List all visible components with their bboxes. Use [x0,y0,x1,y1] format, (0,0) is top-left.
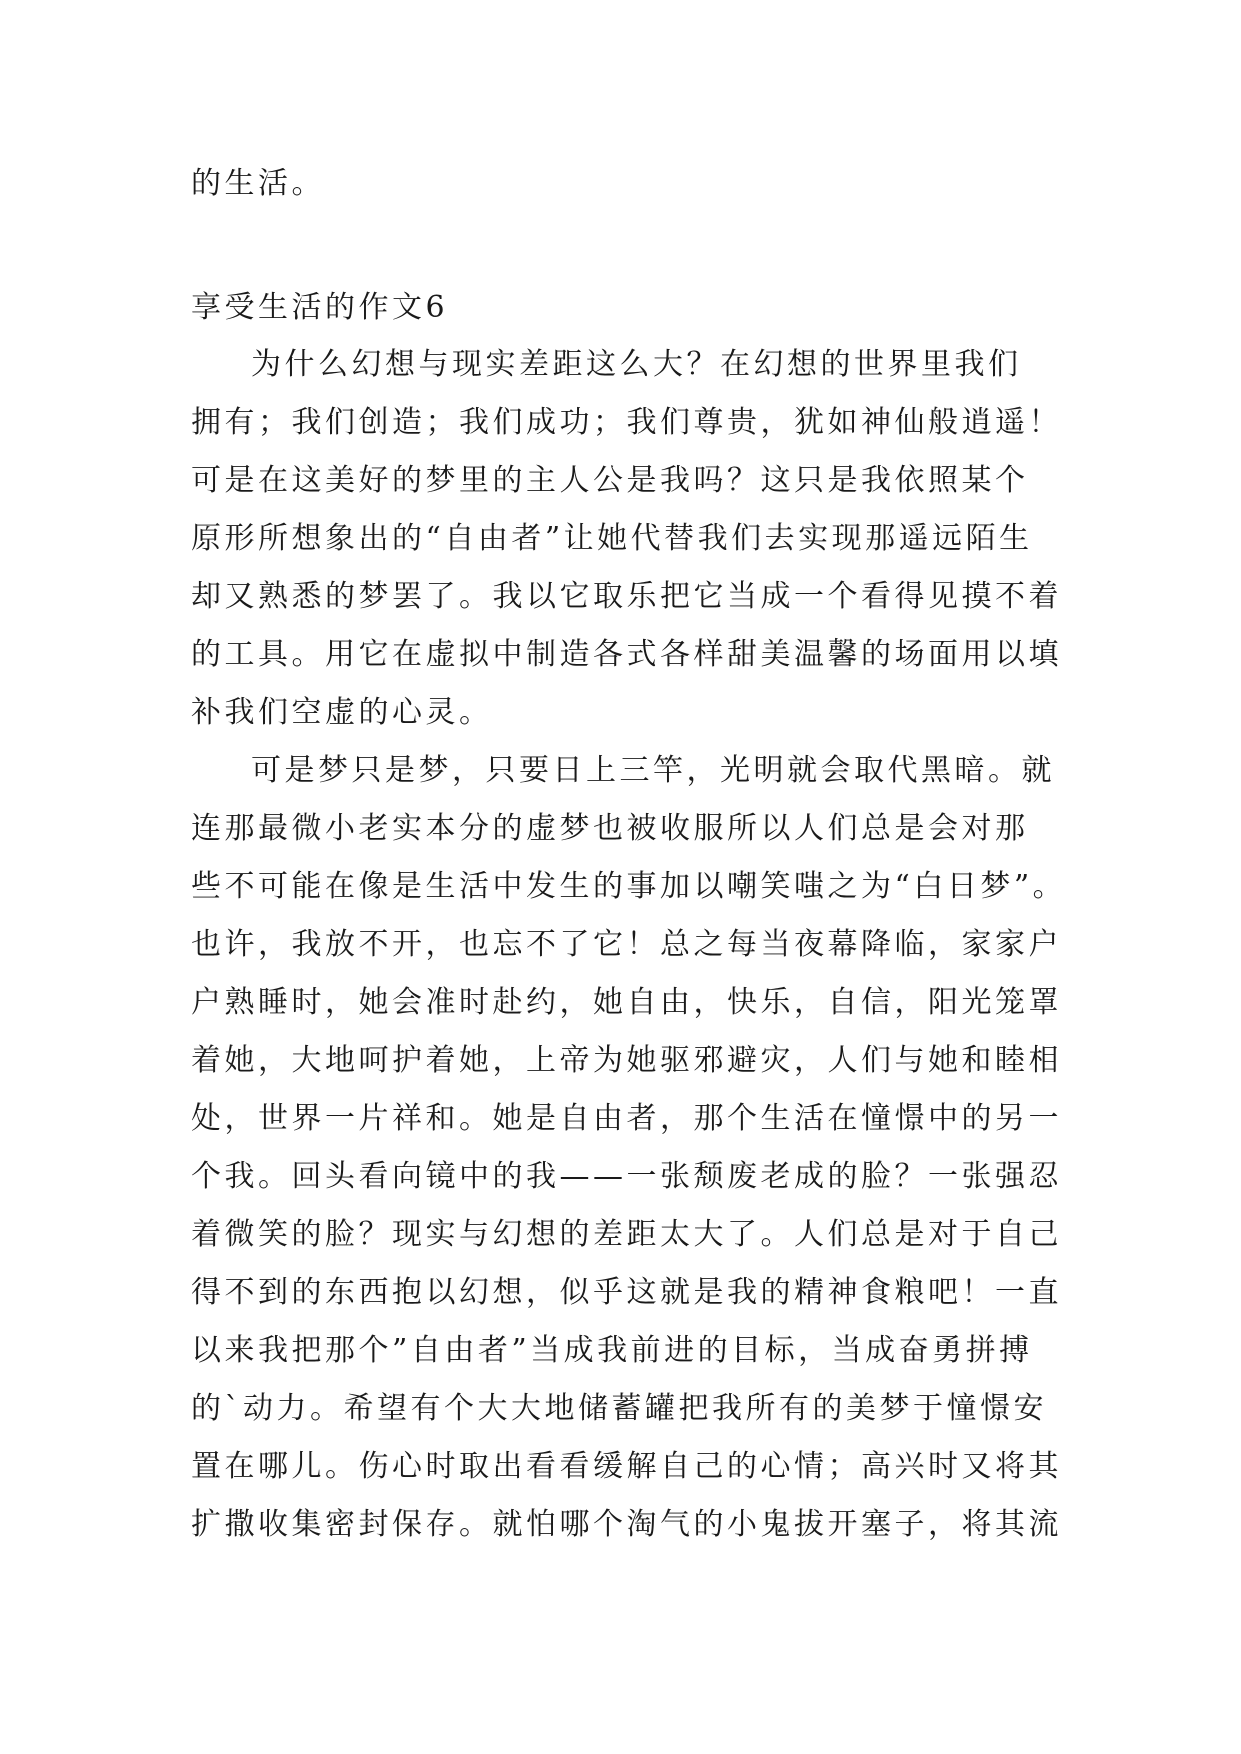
paragraph-line: 些不可能在像是生活中发生的事加以嘲笑嗤之为“白日梦”。 [191,869,1067,904]
paragraph-line: 扩撒收集密封保存。就怕哪个淘气的小鬼拔开塞子，将其流 [191,1507,1062,1542]
section-heading: 享受生活的作文6 [191,290,449,325]
paragraph-line: 补我们空虚的心灵。 [191,695,493,730]
continuation-line: 的生活。 [191,166,325,201]
paragraph-line: 以来我把那个”自由者”当成我前进的目标，当成奋勇拼搏 [191,1333,1033,1368]
paragraph-line: 可是梦只是梦，只要日上三竿，光明就会取代黑暗。就 [251,753,1055,788]
paragraph-line: 连那最微小老实本分的虚梦也被收服所以人们总是会对那 [191,811,1029,846]
paragraph-line: 可是在这美好的梦里的主人公是我吗？这只是我依照某个 [191,463,1029,498]
paragraph-line: 得不到的东西抱以幻想，似乎这就是我的精神食粮吧！一直 [191,1275,1062,1310]
paragraph-line: 的`动力。希望有个大大地储蓄罐把我所有的美梦于憧憬安 [191,1391,1047,1426]
paragraph-line: 个我。回头看向镜中的我——一张颓废老成的脸？一张强忍 [191,1159,1062,1194]
paragraph-line: 拥有；我们创造；我们成功；我们尊贵，犹如神仙般逍遥！ [191,405,1062,440]
paragraph-line: 原形所想象出的“自由者”让她代替我们去实现那遥远陌生 [191,521,1033,556]
paragraph-line: 处，世界一片祥和。她是自由者，那个生活在憧憬中的另一 [191,1101,1062,1136]
paragraph-line: 的工具。用它在虚拟中制造各式各样甜美温馨的场面用以填 [191,637,1062,672]
paragraph-line: 着微笑的脸？现实与幻想的差距太大了。人们总是对于自己 [191,1217,1062,1252]
paragraph-line: 户熟睡时，她会准时赴约，她自由，快乐，自信，阳光笼罩 [191,985,1062,1020]
paragraph-line: 为什么幻想与现实差距这么大？在幻想的世界里我们 [251,347,1022,382]
paragraph-line: 却又熟悉的梦罢了。我以它取乐把它当成一个看得见摸不着 [191,579,1062,614]
paragraph-line: 着她，大地呵护着她，上帝为她驱邪避灾，人们与她和睦相 [191,1043,1062,1078]
paragraph-line: 置在哪儿。伤心时取出看看缓解自己的心情；高兴时又将其 [191,1449,1062,1484]
paragraph-line: 也许，我放不开，也忘不了它！总之每当夜幕降临，家家户 [191,927,1062,962]
